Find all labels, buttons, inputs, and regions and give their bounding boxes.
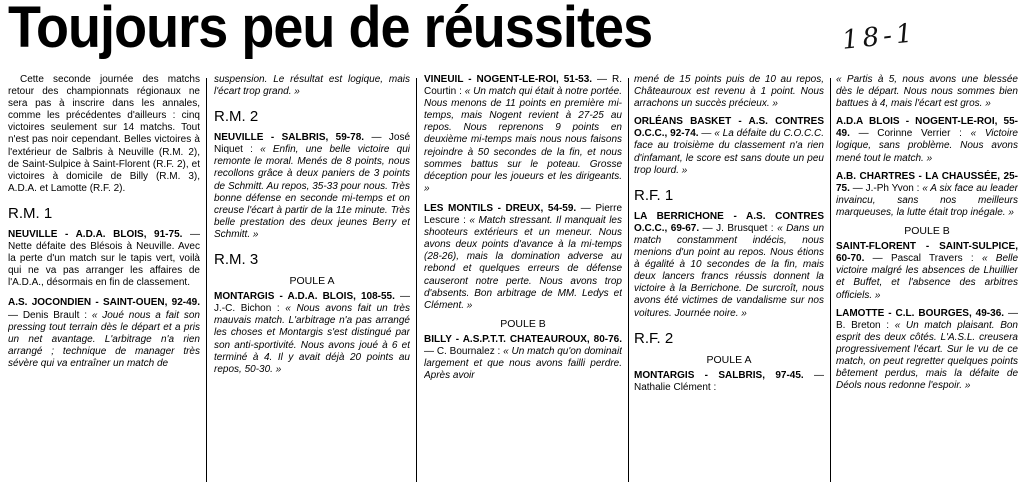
article-column-1 (8, 74, 200, 484)
match-report (836, 308, 1018, 393)
match-report (424, 74, 622, 195)
poule-heading: POULE A (706, 353, 752, 366)
section-heading-rf1: R.F. 1 (634, 186, 674, 204)
match-report (836, 116, 1018, 164)
match-title: ORLÉANS BASKET - A.S. CONTRES O.C.C., 92-74. (634, 116, 824, 140)
match-title: MONTARGIS - A.D.A. BLOIS, 108-55. (214, 291, 395, 303)
match-title: NEUVILLE - SALBRIS, 59-78. (214, 132, 365, 144)
speaker: — R. Courtin : (424, 74, 622, 98)
match-report (424, 203, 622, 312)
speaker: — J.-C. Bichon : (214, 291, 410, 315)
match-title: A.S. JOCONDIEN - SAINT-OUEN, 92-49. (8, 297, 200, 309)
quote: « A six face au leader invaincu, sans nos meilleurs marqueuses, la lutte était trop inégale. » (836, 182, 1018, 218)
match-title: MONTARGIS - SALBRIS, 97-45. (634, 369, 804, 381)
match-report (424, 334, 622, 382)
section-heading-rm2: R.M. 2 (214, 108, 259, 126)
speaker: — C. Bournalez : (424, 345, 501, 357)
section-heading-rf2: R.F. 2 (634, 329, 674, 347)
speaker: — José Niquet : (214, 132, 410, 156)
speaker: — Nathalie Clément : (634, 369, 824, 393)
headline: Toujours peu de réussites (8, 0, 653, 60)
match-report (214, 291, 410, 376)
match-report (214, 132, 410, 241)
match-title: SAINT-FLORENT - SAINT-SULPICE, 60-70. (836, 241, 1018, 265)
handwritten-date-note: 18-1 (840, 18, 918, 56)
quote: « Joué nous a fait son pressing tout terrain dès le départ et a pris un net avantage. L'arbitrage n'a rien arrangé ; technique de manager très sévère qui va entraîner un match de (8, 309, 200, 369)
match-title: BILLY - A.S.P.T.T. CHATEAUROUX, 80-76. (424, 333, 622, 345)
continued-quote: suspension. Le résultat est logique, mais l'écart trop grand. » (214, 74, 410, 98)
section-heading-rm3: R.M. 3 (214, 251, 259, 269)
match-report (634, 211, 824, 320)
match-title: LAMOTTE - C.L. BOURGES, 49-36. (836, 307, 1005, 319)
quote: « Un match qu'on dominait largement et que nous avons failli perdre. Après avoir (424, 345, 622, 382)
article-column-2 (214, 74, 410, 484)
article-column-4 (634, 74, 824, 484)
quote: « Belle victoire malgré les absences de Lhuillier et Buffet, et l'absence des arbitres officiels. » (836, 253, 1018, 301)
quote: « Match stressant. Il manquait les shooteurs extérieurs et un meneur. Nous avons deux points d'avance à la mi-temps (28-26), mais la domination adverse au rebond et quelques erreurs de défense causeront notre perte. Nous avons trop d'absents. Bon arbitrage de MM. Ledys et Clément. » (424, 215, 622, 311)
match-title: A.B. CHARTRES - LA CHAUSSÉE, 25-75. (836, 170, 1018, 194)
column-rule (416, 78, 417, 482)
quote: « Dans un match constamment indécis, nous menions d'un point au repos. Nous étions à égalité à 10 secondes de la fin, mais deux lancers francs réussis donnent la victoire à la Berrichone. De surcroît, nous avons été victimes de vandalisme sur nos voitures. Journée noire. » (634, 222, 824, 319)
match-report (8, 297, 200, 370)
speaker: — Pascal Travers : (872, 253, 974, 265)
match-text: — Nette défaite des Blésois à Neuville. Avec la perte d'un match sur le tapis vert, voilà qui ne va pas arranger les affaires de l'A.D.A., désormais en fin de classement. (8, 228, 200, 289)
match-title: LA BERRICHONE - A.S. CONTRES O.C.C., 69-67. (634, 210, 824, 234)
quote: — « La défaite du C.O.C.C. face au troisième du classement n'a rien d'infamant, le score est sans doute un peu trop lourd. » (634, 128, 824, 176)
match-title: VINEUIL - NOGENT-LE-ROI, 51-53. (424, 74, 593, 85)
speaker: — J.-Ph Yvon : (852, 182, 920, 194)
speaker: — J. Brusquet : (702, 222, 774, 234)
match-title: A.D.A BLOIS - NOGENT-LE-ROI, 55-49. (836, 116, 1018, 140)
match-report (836, 171, 1018, 219)
match-report (836, 241, 1018, 301)
quote: « Un match qui était à notre portée. Nous menons de 11 points en première mi-temps, mais Nogent revient à 27-25 au repos. Nous reprenons 9 points en deuxième mi-temps mais nous nous faisons rejoindre à 50 secondes de la fin, et nous sommes battus sur le poteau. Grosse déception pour les joueurs et les dirigeants. » (424, 86, 622, 194)
poule-heading: POULE B (904, 225, 950, 238)
article-column-5 (836, 74, 1018, 484)
match-report (8, 229, 200, 289)
article-column-3 (424, 74, 622, 484)
speaker: — B. Breton : (836, 307, 1018, 331)
column-rule (830, 78, 831, 482)
quote: « Nous avons fait un très mauvais match. L'arbitrage n'a pas arrangé les choses et Montargis s'est distingué par son anti-sportivité. Nous avons joué à 6 et terminé à 4. Il y avait déjà 20 points au repos, 50-30. » (214, 303, 410, 375)
poule-heading: POULE A (289, 275, 335, 288)
speaker: — Corinne Verrier : (858, 128, 962, 140)
match-report (634, 116, 824, 176)
speaker: — Denis Brault : (8, 309, 87, 321)
section-heading-rm1: R.M. 1 (8, 204, 53, 222)
column-rule (628, 78, 629, 482)
continued-quote: « Partis à 5, nous avons une blessée dès le départ. Nous nous sommes bien battues à 4, mais l'écart est gros. » (836, 74, 1018, 110)
poule-heading: POULE B (500, 317, 546, 330)
quote: « Victoire logique, sans problème. Nous avons mené tout le match. » (836, 128, 1018, 164)
match-title: NEUVILLE - A.D.A. BLOIS, 91-75. (8, 228, 183, 240)
column-rule (206, 78, 207, 482)
intro-paragraph: Cette seconde journée des matchs retour des championnats régionaux ne sera pas à inscrire dans les annales, comme les précédentes d'ailleurs : cinq victoires seulement sur 14 matchs. Tout n'est pas noir cependant. Belles victoires à l'extérieur de Salbris à Neuville (R.M. 2), de Saint-Sulpice à Saint-Florent (R.F. 2), et victoires à domicile de Billy (R.M. 3), A.D.A. et Lamotte (R.F. 2). (8, 74, 200, 194)
match-title: LES MONTILS - DREUX, 54-59. (424, 202, 577, 214)
speaker: — Pierre Lescure : (424, 202, 622, 227)
quote: « Un match plaisant. Bon esprit des deux côtés. L'A.S.L. creusera progressivement l'écart. Sur le vu de ce match, on peut regretter quelques points bêtement perdus, mais la défaite de Déols nous redonne l'espoir. » (836, 319, 1018, 392)
match-report (634, 370, 824, 394)
quote: « Enfin, une belle victoire qui remonte le moral. Menés de 8 points, nous recollons grâce à deux paniers de 3 points de Schmitt. Au repos, 35-33 pour nous. Très bonne défense en seconde mi-temps et on creuse l'écart à partir de la 11e minute. Très belle prestation des deux jeunes Berry et Schmitt. » (214, 144, 410, 240)
continued-quote: mené de 15 points puis de 10 au repos, Châteauroux est revenu à 1 point. Nous arrachons un succès précieux. » (634, 74, 824, 110)
